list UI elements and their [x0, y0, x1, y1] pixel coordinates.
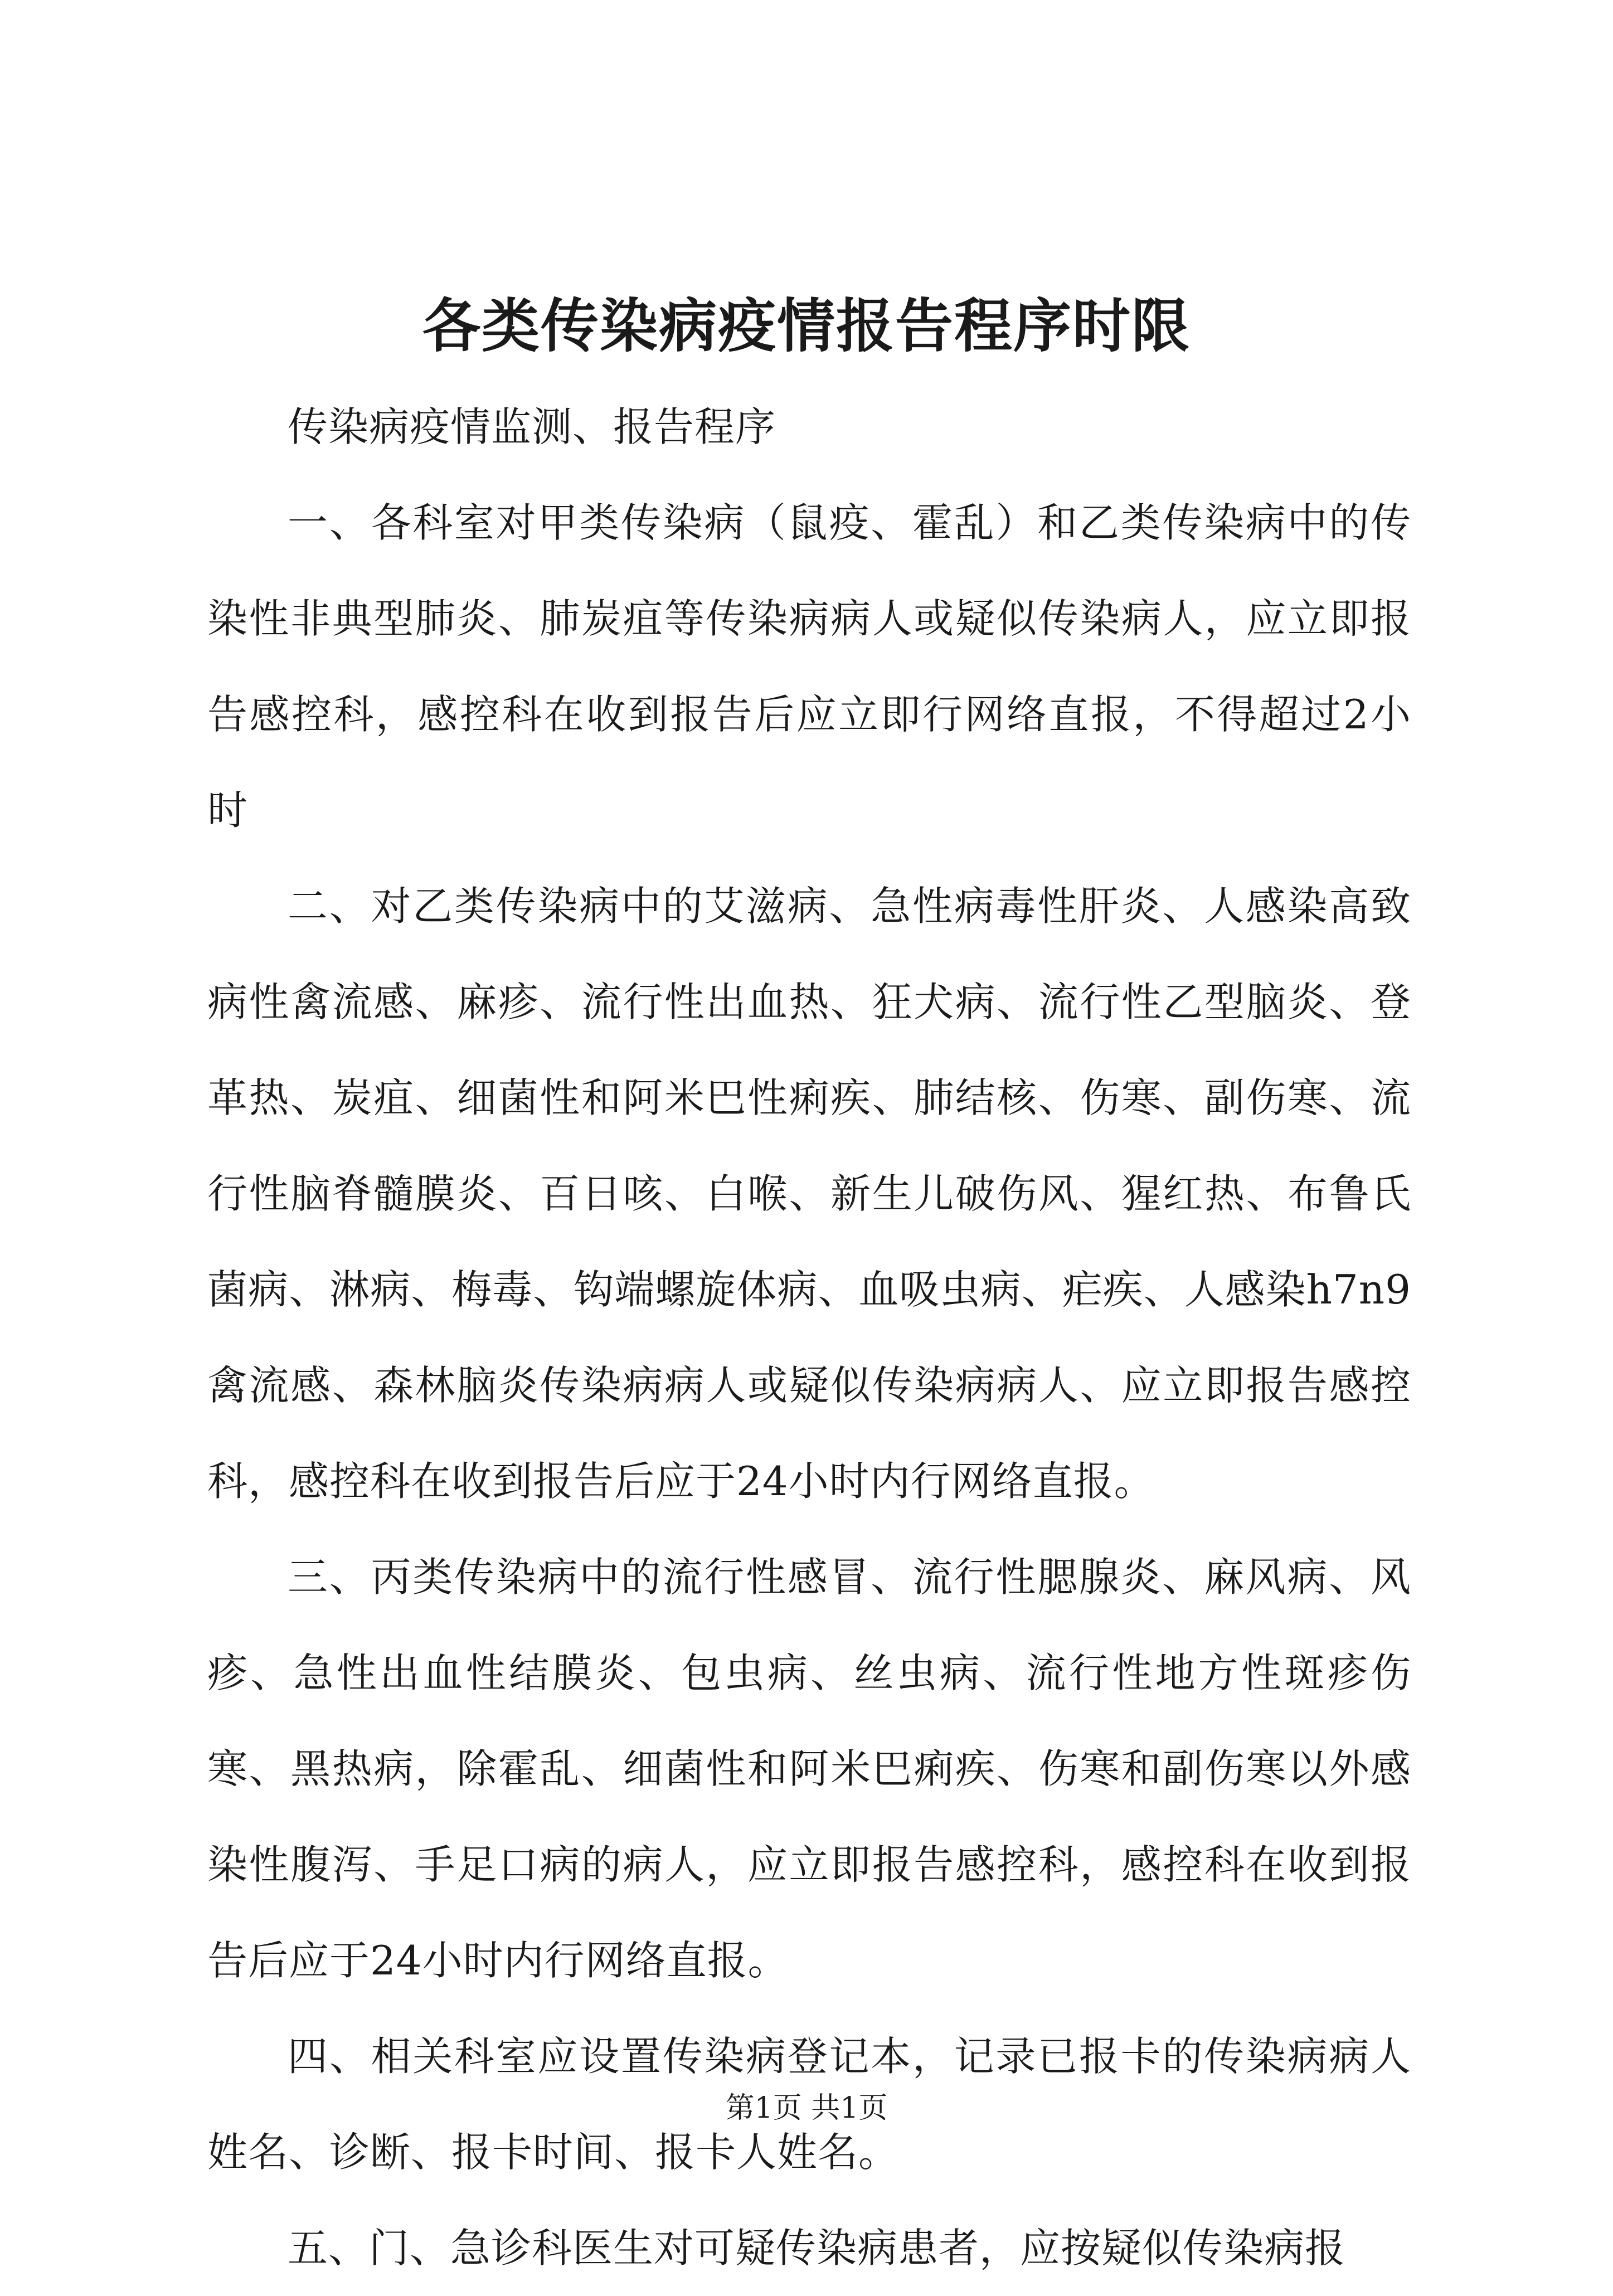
paragraph-4: 四、相关科室应设置传染病登记本，记录已报卡的传染病病人姓名、诊断、报卡时间、报卡人姓名。: [207, 2033, 1411, 2176]
paragraph-2: 二、对乙类传染病中的艾滋病、急性病毒性肝炎、人感染高致病性禽流感、麻疹、流行性出血热、狂犬病、流行性乙型脑炎、登革热、炭疽、细菌性和阿米巴性痢疾、肺结核、伤寒、副伤寒、流行性脑脊髓膜炎、百日咳、白喉、新生儿破伤风、猩红热、布鲁氏菌病、淋病、梅毒、钩端螺旋体病、血吸虫病、疟疾、人感染h7n9禽流感、森林脑炎传染病病人或疑似传染病病人、应立即报告感控科，感控科在收到报告后应于24小时内行网络直报。: [207, 883, 1411, 1505]
paragraph-5: 五、门、急诊科医生对可疑传染病患者，应按疑似传染病报: [288, 2225, 1346, 2271]
document-title: 各类传染病疫情报告程序时限: [422, 291, 1191, 360]
page-footer: 第1页 共1页: [725, 2091, 888, 2125]
section-heading: 传染病疫情监测、报告程序: [288, 403, 776, 450]
paragraph-3: 三、丙类传染病中的流行性感冒、流行性腮腺炎、麻风病、风疹、急性出血性结膜炎、包虫病、丝虫病、流行性地方性斑疹伤寒、黑热病，除霍乱、细菌性和阿米巴痢疾、伤寒和副伤寒以外感染性腹泻、手足口病的病人，应立即报告感控科，感控科在收到报告后应于24小时内行网络直报。: [207, 1554, 1411, 1984]
document-body: [207, 379, 1411, 2296]
paragraph-1: 一、各科室对甲类传染病（鼠疫、霍乱）和乙类传染病中的传染性非典型肺炎、肺炭疽等传染病病人或疑似传染病人，应立即报告感控科，感控科在收到报告后应立即行网络直报，不得超过2小时: [207, 499, 1411, 834]
